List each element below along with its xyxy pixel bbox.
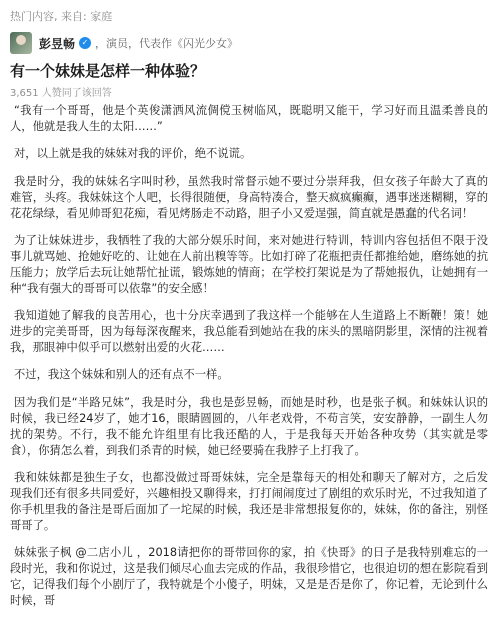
answer-paragraph: 我知道她了解我的良苦用心，也十分庆幸遇到了我这样一个能够在人生道路上不断鞭！策！她进步的完美哥哥，因为每每深夜醒来，我总能看到她站在我的床头的黑暗阴影里，深情的注视着我，那眼神中似乎可以燃射出爱的火花……	[10, 309, 488, 354]
answer-paragraph: 因为我们是“半路兄妹”，我是时分，我也是彭昱畅，而她是时秒，也是张子枫。和妹妹认识的时候，我已经24岁了，她才16，眼睛圆圆的，八年老戏骨，不苟言笑，安安静静，一副生人勿扰的架势。不行，我不能允许组里有比我还酷的人，于是我每天开始各种攻势（其实就是零食），你猜怎么着，到我们杀青的时候，她已经要骑在我脖子上打我了。	[10, 396, 488, 457]
hot-label: 热门内容, 来自: 家庭	[10, 10, 113, 23]
answer-paragraph: 我和妹妹都是独生子女，也都没做过哥哥妹妹，完全是靠每天的相处和聊天了解对方，之后发现我们还有很多共同爱好，兴趣相投又聊得来，打打闹闹度过了剧组的欢乐时光，不过我知道了你手机里我的备注是哥后面加了一坨屎的时候，我还是非常想报复你的，妹妹，你的备注，别怪哥哥了。	[10, 471, 488, 532]
answer-paragraph: 不过，我这个妹妹和别人的还有点不一样。	[14, 368, 229, 381]
question-title[interactable]: 有一个妹妹是怎样一种体验？	[10, 62, 206, 80]
answer-paragraph: 为了让妹妹进步，我牺牲了我的大部分娱乐时间，来对她进行特训，特训内容包括但不限于没事儿就骂她、抢她好吃的、让她在人前出糗等等。比如打碎了花瓶把责任都推给她，磨练她的抗压能力；放学后去玩让她帮忙扯谎，锻炼她的情商；在学校打架说是为了帮她报仇，让她拥有一种“我有强大的哥哥可以依靠”的安全感！	[10, 234, 488, 295]
author-description: ，演员，代表作《闪光少女》	[95, 37, 239, 50]
answer-paragraph: “我有一个哥哥，他是个英俊潇洒风流倜傥玉树临风，既聪明又能干，学习好而且温柔善良的人，他就是我人生的太阳……”	[10, 104, 488, 133]
verified-icon: ✓	[79, 37, 91, 49]
author-row[interactable]	[10, 30, 238, 56]
answer-paragraph: 妹妹张子枫 @二店小儿 ，2018请把你的哥带回你的家，拍《快哥》的日子是我特别难忘的一段时光，我和你说过，这是我们倾尽心血去完成的作品，我很珍惜它，也很迫切的想在影院看到它，记得我们每个小剧厅了，我特就是个小傻子，明妹，又是是否是你了，你记着，无论到什么时候，哥	[10, 546, 488, 607]
answer-body	[10, 103, 488, 620]
answer-paragraph: 对，以上就是我的妹妹对我的评价，绝不说谎。	[14, 147, 252, 160]
avatar[interactable]	[10, 32, 32, 54]
vote-meta: 3,651 人赞同了该回答	[10, 88, 112, 99]
answer-paragraph: 我是时分，我的妹妹名字叫时秒，虽然我时常督示她不要过分崇拜我，但女孩子年龄大了真的难管，头疼。我妹妹这个人吧，长得很随便，身高特凑合，整天疯疯癫癫，遇事迷迷糊糊，穿的花花绿绿，看见帅哥犯花痴，看见烤肠走不动路，胆子小又爱逞强，简直就是愚蠢的代名词！	[10, 175, 488, 220]
author-name[interactable]: 彭昱畅	[39, 36, 76, 51]
